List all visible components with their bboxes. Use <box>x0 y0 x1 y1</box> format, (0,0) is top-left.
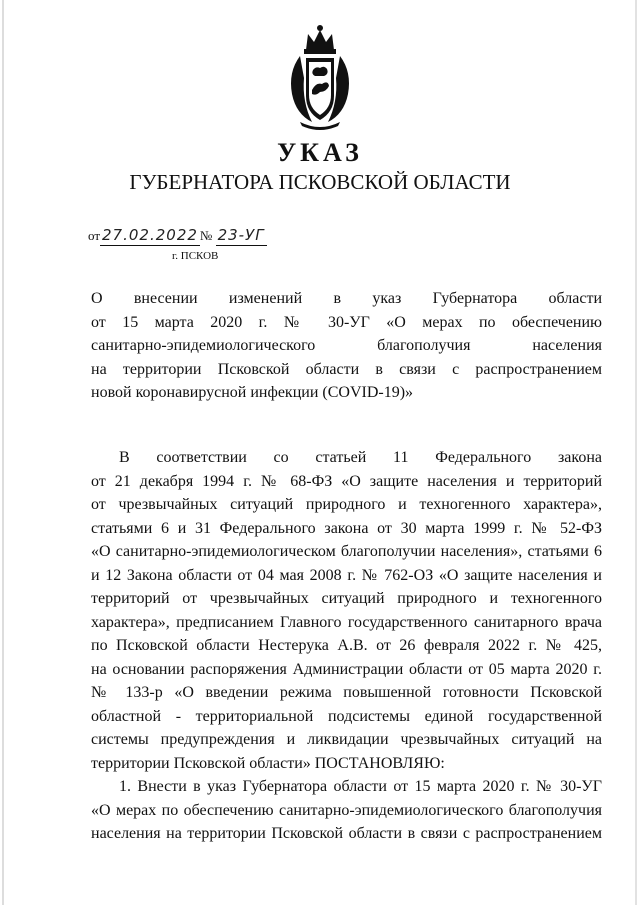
document-title: УКАЗ <box>277 138 363 167</box>
body-line: от 21 декабря 1994 г. № 68-ФЗ «О защите населения и территорий <box>91 472 602 490</box>
subject-paragraph <box>91 287 602 405</box>
subject-line: О внесении изменений в указ Губернатора области <box>91 290 602 307</box>
body-line: системы предупреждения и ликвидации чрезвычайных ситуаций на <box>91 731 602 748</box>
body-line: по Псковской области Нестерука А.В. от 26 февраля 2022 г. № 425, <box>91 637 602 654</box>
scan-edge-right <box>635 0 637 905</box>
body-line: областной - территориальной подсистемы единой государственной <box>91 707 602 725</box>
handwritten-number: 23-УГ <box>217 226 265 244</box>
subject-line: новой коронавирусной инфекции (COVID-19)» <box>91 384 414 401</box>
body-line: и 12 Закона области от 04 мая 2008 г. № 762-ОЗ «О защите населения и <box>91 566 602 584</box>
number-label: № <box>199 228 213 243</box>
body-line: «О мерах по обеспечению санитарно-эпидемиологического благополучия <box>91 801 602 819</box>
body-line: статьями 6 и 31 Федерального закона от 30 марта 1999 г. № 52-ФЗ <box>91 519 602 537</box>
subject-line: санитарно-эпидемиологического благополучия населения <box>91 337 602 354</box>
subject-line: на территории Псковской области в связи с распространением <box>91 360 602 378</box>
subject-line: от 15 марта 2020 г. № 30-УГ «О мерах по обеспечению <box>91 313 602 331</box>
date-prefix: от <box>88 228 101 243</box>
body-line: «О санитарно-эпидемиологическом благополучии населения», статьями 6 <box>91 543 602 560</box>
document-subtitle: ГУБЕРНАТОРА ПСКОВСКОЙ ОБЛАСТИ <box>129 170 511 194</box>
handwritten-date: 27.02.2022 <box>102 226 198 244</box>
scan-edge-left <box>2 0 4 905</box>
body-line: территории Псковской области» ПОСТАНОВЛЯЮ: <box>91 754 445 772</box>
city-label: г. ПСКОВ <box>172 250 219 262</box>
body-paragraph <box>91 446 602 846</box>
body-line: территорий от чрезвычайных ситуаций природного и техногенного <box>91 590 602 607</box>
body-line: 1. Внести в указ Губернатора области от 15 марта 2020 г. № 30-УГ <box>119 778 602 795</box>
body-line: В соответствии со статьей 11 Федерального закона <box>119 449 602 466</box>
dateline <box>88 226 267 246</box>
body-line: характера», предписанием Главного государственного санитарного врача <box>91 613 602 631</box>
body-line: № 133-р «О введении режима повышенной готовности Псковской <box>91 684 602 701</box>
body-line: на основании распоряжения Администрации области от 05 марта 2020 г. <box>91 660 602 678</box>
pskov-coat-of-arms-icon <box>282 22 358 132</box>
body-line: от чрезвычайных ситуаций природного и техногенного характера», <box>91 496 602 513</box>
body-line: населения на территории Псковской области в связи с распространением <box>91 825 602 842</box>
